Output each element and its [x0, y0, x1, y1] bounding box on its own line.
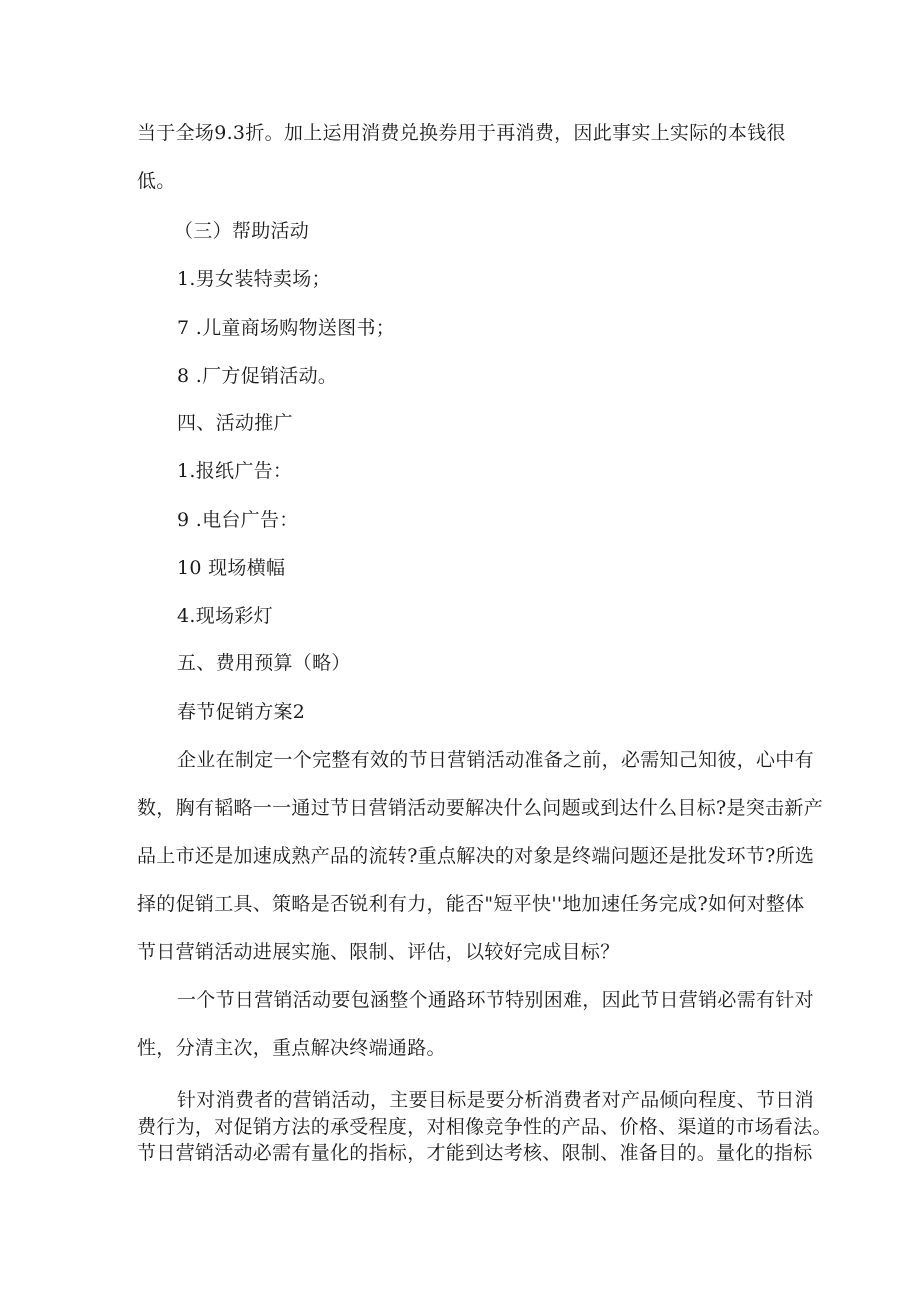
text-line-12: 五、费用预算（略） — [177, 652, 351, 674]
text-line-8: 1.报纸广告： — [177, 460, 293, 482]
text-line-6: 8 .厂方促销活动。 — [177, 365, 338, 387]
text-line-13: 春节促销方案2 — [177, 701, 306, 723]
text-line-7: 四、活动推广 — [177, 412, 293, 434]
text-line-22: 费行为，对促销方法的承受程度，对相像竞争性的产品、价格、渠道的市场看法。 — [137, 1116, 832, 1138]
text-line-3: （三）帮助活动 — [174, 220, 310, 242]
text-line-11: 4.现场彩灯 — [177, 605, 273, 627]
text-line-9: 9 .电台广告： — [177, 509, 299, 531]
text-line-19: 一个节日营销活动要包涵整个通路环节特别困难，因此节日营销必需有针对 — [177, 989, 814, 1011]
text-line-14: 企业在制定一个完整有效的节日营销活动准备之前，必需知己知彼，心中有 — [177, 749, 814, 771]
text-line-1: 当于全场9.3折。加上运用消费兑换券用于再消费，因此事实上实际的本钱很 — [137, 122, 786, 144]
text-line-2: 低。 — [137, 170, 176, 192]
text-line-5: 7 .儿童商场购物送图书； — [177, 317, 396, 339]
text-line-16: 品上市还是加速成熟产品的流转?重点解决的对象是终端问题还是批发环节?所选 — [137, 845, 815, 867]
text-line-20: 性，分清主次，重点解决终端通路。 — [137, 1037, 446, 1059]
text-line-23: 节日营销活动必需有量化的指标，才能到达考核、限制、准备目的。量化的指标 — [137, 1142, 813, 1164]
text-line-15: 数，胸有韬略一一通过节日营销活动要解决什么问题或到达什么目标?是突击新产 — [137, 797, 823, 819]
text-line-17: 择的促销工具、策略是否锐利有力，能否"短平快''地加速任务完成?如何对整体 — [137, 893, 805, 915]
text-line-21: 针对消费者的营销活动，主要目标是要分析消费者对产品倾向程度、节日消 — [177, 1089, 814, 1111]
text-line-4: 1.男女装特卖场； — [177, 268, 331, 290]
text-line-10: 10 现场横幅 — [177, 557, 286, 579]
text-line-18: 节日营销活动进展实施、限制、评估，以较好完成目标？ — [137, 941, 620, 963]
